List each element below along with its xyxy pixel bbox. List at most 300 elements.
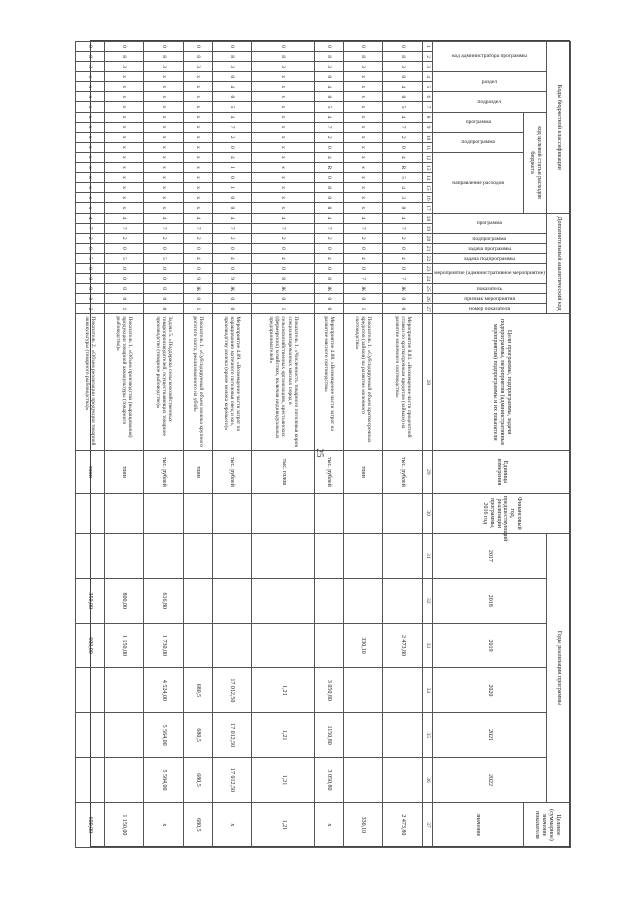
code-cell-text: х — [195, 186, 202, 189]
row-value-y2020 — [343, 668, 383, 713]
column-index — [423, 253, 433, 263]
row-value-y2020 — [144, 668, 184, 713]
code-cell — [144, 183, 184, 193]
code-cell-text: 4 — [280, 216, 287, 220]
code-cell — [144, 223, 184, 233]
row-value-y2022-text: 3 050,80 — [326, 769, 333, 791]
header-an-event-type — [433, 294, 547, 304]
column-index — [423, 304, 433, 314]
row-description-text: Показатель 2. «Объем реализации продукции товарной аквакультуры (товарного рыбоводства)» — [83, 316, 97, 446]
code-cell-text: 0 — [160, 297, 167, 301]
code-cell — [212, 82, 252, 92]
code-cell-text: 4 — [326, 257, 332, 260]
code-cell-text: х — [87, 206, 94, 210]
code-cell-text: х — [87, 135, 94, 139]
code-cell — [104, 102, 144, 112]
column-index — [423, 713, 433, 758]
code-cell — [383, 102, 423, 112]
table-row — [144, 42, 184, 848]
row-unit — [252, 451, 315, 494]
code-cell-text: х — [360, 206, 367, 210]
code-cell — [383, 253, 423, 263]
column-index-text: 4 — [424, 75, 431, 79]
code-cell-text: 5 — [160, 257, 167, 260]
code-cell — [212, 132, 252, 142]
code-cell-text: 5 — [87, 257, 94, 260]
code-cell — [343, 82, 383, 92]
code-cell-text: 2 — [360, 236, 367, 240]
header-an-program-text: программа — [476, 220, 503, 226]
code-cell-text: 0 — [121, 267, 128, 270]
code-cell-text: х — [360, 135, 367, 139]
code-cell-text: 0 — [326, 196, 332, 200]
code-cell-text: 7 — [326, 226, 332, 230]
row-value-y2020 — [76, 668, 104, 713]
code-cell — [212, 253, 252, 263]
header-an-event — [433, 263, 547, 283]
row-value-y2021 — [212, 713, 252, 758]
row-description-text: Показатель 1. «Численность товарного поголовья коров специализированных мясных пород в сельскохозяйственных организациях, крестьянских (фермерских) хозяйствах, включая индивидуальных предпринимателей» — [267, 316, 300, 447]
code-cell — [252, 102, 315, 112]
code-cell — [104, 173, 144, 183]
row-value-y2020 — [315, 668, 343, 713]
row-value-y2021 — [315, 713, 343, 758]
code-cell — [383, 122, 423, 132]
column-index — [423, 203, 433, 213]
code-cell-text: х — [121, 105, 128, 109]
code-cell — [343, 102, 383, 112]
column-index — [423, 122, 433, 132]
code-cell — [144, 62, 184, 72]
code-cell-text: 4 — [326, 216, 332, 220]
row-value-y2022 — [144, 758, 184, 803]
code-cell — [315, 112, 343, 122]
code-cell — [252, 193, 315, 203]
header-an-task-text: задача программы — [468, 245, 511, 252]
column-index — [423, 152, 433, 162]
code-cell — [383, 152, 423, 162]
row-value-y2019 — [383, 623, 423, 668]
code-cell-text: х — [280, 156, 287, 159]
row-value-y2022-text: 680,5 — [195, 773, 202, 787]
code-cell-text: х — [87, 105, 94, 109]
code-cell — [343, 162, 383, 172]
header-y2020 — [433, 668, 547, 713]
code-cell-text: 3 — [280, 65, 287, 69]
row-value-y2021-text: 5 564,00 — [161, 724, 168, 746]
code-cell-text: х — [195, 95, 202, 99]
code-cell — [184, 304, 212, 314]
row-value-target — [252, 802, 315, 847]
code-cell-text: х — [195, 115, 202, 119]
row-description — [104, 314, 144, 451]
code-cell — [104, 52, 144, 62]
code-cell — [315, 132, 343, 142]
code-cell-text: х — [160, 95, 167, 99]
code-cell — [184, 102, 212, 112]
row-value-y2022 — [343, 758, 383, 803]
row-value-y2017 — [144, 533, 184, 578]
code-cell — [252, 304, 315, 314]
code-cell-text: 0 — [160, 287, 167, 291]
column-index-text: 5 — [424, 85, 431, 89]
code-cell — [76, 42, 104, 52]
row-value-y2022 — [184, 758, 212, 803]
code-cell — [315, 92, 343, 102]
header-program — [433, 112, 524, 132]
code-cell — [315, 253, 343, 263]
row-value-y2018 — [104, 578, 144, 623]
row-value-y2022 — [383, 758, 423, 803]
code-cell — [343, 294, 383, 304]
code-cell-text: х — [121, 176, 128, 179]
header-an-sub-task-text: задача подпрограммы — [464, 255, 516, 262]
row-value-target-text: 330,10 — [360, 816, 367, 834]
code-cell — [343, 263, 383, 273]
code-cell-text: 4 — [326, 85, 332, 89]
code-cell — [144, 132, 184, 142]
column-index-text: 15 — [424, 185, 431, 191]
code-cell-text: х — [87, 156, 94, 159]
row-value-y2021 — [252, 713, 315, 758]
row-value-y2021-text: 1,21 — [280, 729, 287, 741]
code-cell — [212, 62, 252, 72]
column-index-text: 34 — [424, 687, 431, 694]
code-cell-text: 5 — [399, 105, 406, 109]
code-cell-text: 7 — [280, 226, 287, 230]
row-value-y2022-text: 1,21 — [280, 774, 287, 786]
code-cell-text: х — [195, 166, 202, 169]
row-description — [144, 314, 184, 451]
code-cell-text: 0 — [160, 277, 167, 280]
code-cell — [144, 274, 184, 284]
row-description — [252, 314, 315, 451]
code-cell-text: 7 — [87, 226, 94, 230]
header-y2019 — [433, 623, 547, 668]
code-cell — [144, 92, 184, 102]
row-value-y2018-text: 616,80 — [161, 592, 168, 609]
code-cell-text: х — [160, 196, 167, 200]
code-cell-text: 0 — [229, 176, 236, 179]
code-cell-text: х — [87, 75, 94, 79]
code-cell-text: 8 — [399, 55, 406, 58]
code-cell — [144, 243, 184, 253]
header-target-article — [523, 112, 546, 213]
code-cell — [184, 72, 212, 82]
code-cell — [104, 92, 144, 102]
code-cell — [315, 223, 343, 233]
code-cell — [212, 223, 252, 233]
row-description — [212, 314, 252, 451]
code-cell-text: х — [280, 176, 287, 179]
code-cell-text: 8 — [229, 55, 236, 58]
column-index — [423, 72, 433, 82]
row-value-y2019 — [184, 623, 212, 668]
column-index — [423, 274, 433, 284]
code-cell — [184, 253, 212, 263]
row-value-y2018 — [144, 578, 184, 623]
code-cell — [252, 284, 315, 294]
header-budget-codes — [547, 42, 571, 214]
row-value-y2018 — [252, 578, 315, 623]
code-cell-text: х — [160, 206, 167, 210]
header-value-word — [433, 802, 524, 847]
column-index — [423, 578, 433, 623]
code-cell-text: 2 — [399, 236, 406, 240]
code-cell — [212, 294, 252, 304]
code-cell — [104, 263, 144, 273]
code-cell — [383, 52, 423, 62]
code-cell-text: Ж — [280, 286, 287, 292]
code-cell-text: х — [121, 156, 128, 159]
row-value-y2018-text: 350,00 — [87, 592, 94, 609]
code-cell — [104, 243, 144, 253]
row-value-y2022 — [315, 758, 343, 803]
code-cell-text: 1 — [280, 307, 287, 311]
code-cell-text: 0 — [229, 75, 236, 79]
row-unit — [212, 451, 252, 494]
header-an-event-type-text: признак мероприятия — [464, 296, 515, 303]
row-value-y2019-text: 1 150,00 — [121, 635, 128, 656]
code-cell-text: 2 — [399, 135, 406, 139]
code-cell — [212, 263, 252, 273]
code-cell — [144, 102, 184, 112]
code-cell — [76, 253, 104, 263]
code-cell — [252, 132, 315, 142]
code-cell — [343, 42, 383, 52]
row-unit — [315, 451, 343, 494]
code-cell — [315, 162, 343, 172]
code-cell-text: 0 — [87, 287, 94, 291]
column-index — [423, 193, 433, 203]
code-cell — [383, 233, 423, 243]
code-cell-text: 8 — [121, 55, 128, 58]
code-cell-text: 4 — [399, 115, 406, 119]
code-cell-text: Ж — [399, 286, 406, 292]
column-index-text: 1 — [424, 45, 431, 48]
column-index — [423, 493, 433, 533]
code-cell-text: 0 — [121, 246, 128, 250]
column-index — [423, 112, 433, 122]
code-cell — [144, 284, 184, 294]
code-cell-text: х — [121, 95, 128, 99]
row-unit — [76, 451, 104, 494]
code-cell — [252, 243, 315, 253]
row-value-y2018 — [212, 578, 252, 623]
code-cell — [144, 173, 184, 183]
row-unit-text: тонн — [87, 465, 94, 478]
row-value-y2020 — [212, 668, 252, 713]
code-cell — [184, 223, 212, 233]
row-value-target — [315, 802, 343, 847]
column-index-text: 10 — [424, 134, 431, 141]
code-cell — [184, 52, 212, 62]
code-cell — [104, 152, 144, 162]
header-years-title-text: Годы реализации программы — [555, 630, 562, 705]
header-an-code-text: номер показателя — [469, 306, 511, 313]
code-cell — [315, 72, 343, 82]
code-cell-text: 8 — [360, 55, 367, 58]
column-index-text: 13 — [424, 164, 431, 171]
code-cell-text: х — [121, 186, 128, 189]
code-cell-text: 0 — [121, 297, 128, 301]
row-value-y2017 — [315, 533, 343, 578]
code-cell-text: х — [195, 196, 202, 200]
header-subsection — [433, 92, 547, 112]
row-value-y2019 — [343, 623, 383, 668]
header-an-indicator — [433, 284, 547, 294]
code-cell — [144, 152, 184, 162]
code-cell-text: 4 — [195, 257, 202, 260]
column-index — [423, 102, 433, 112]
code-cell — [76, 263, 104, 273]
code-cell-text: х — [160, 75, 167, 79]
code-cell-text: х — [87, 196, 94, 200]
column-index — [423, 213, 433, 223]
header-fin-year — [433, 493, 571, 542]
column-index — [423, 42, 433, 52]
header-y2021-text: 2021 — [487, 729, 494, 742]
code-cell — [383, 42, 423, 52]
column-index-text: 11 — [424, 144, 431, 151]
code-cell — [184, 243, 212, 253]
code-cell — [383, 173, 423, 183]
code-cell-text: 4 — [121, 216, 128, 220]
code-cell — [212, 243, 252, 253]
column-index-text: 31 — [424, 553, 431, 559]
code-cell — [104, 183, 144, 193]
header-y2017-text: 2017 — [487, 549, 494, 562]
code-cell — [315, 193, 343, 203]
code-cell — [315, 122, 343, 132]
code-cell-text: х — [360, 145, 367, 149]
page-number: 25 — [315, 448, 325, 458]
code-cell — [315, 263, 343, 273]
column-index-text: 17 — [424, 205, 431, 211]
row-unit-text: тонн — [121, 465, 128, 478]
code-cell-text: 0 — [399, 145, 406, 149]
code-cell — [343, 52, 383, 62]
code-cell — [144, 213, 184, 223]
header-value-word-text: значение — [475, 813, 482, 837]
code-cell-text: 0 — [160, 267, 167, 270]
row-unit-text: тыс. рублей — [229, 456, 236, 487]
code-cell-text: 7 — [399, 226, 406, 230]
column-index-text: 35 — [424, 732, 431, 738]
row-value-y2017 — [343, 533, 383, 578]
column-index — [423, 533, 433, 578]
code-cell-text: 0 — [280, 246, 287, 250]
code-cell-text: 0 — [280, 267, 287, 270]
code-cell-text: 3 — [229, 65, 236, 69]
code-cell — [76, 112, 104, 122]
code-cell-text: 4 — [160, 216, 167, 220]
row-unit-text: тыс. рублей — [400, 456, 407, 487]
column-index-text: 12 — [424, 154, 431, 161]
code-cell-text: 2 — [121, 236, 128, 240]
column-index-text: 25 — [424, 286, 431, 292]
code-cell-text: 3 — [121, 65, 128, 69]
code-cell — [76, 223, 104, 233]
code-cell — [383, 284, 423, 294]
code-cell-text: 7 — [229, 125, 236, 129]
code-cell-text: 1 — [229, 166, 236, 169]
code-cell — [76, 52, 104, 62]
code-cell-text: 0 — [280, 297, 287, 301]
code-cell — [383, 92, 423, 102]
code-cell-text: 0 — [229, 196, 236, 200]
code-cell-text: 2 — [326, 135, 332, 139]
row-value-y2020-text: 680,5 — [195, 683, 202, 698]
code-cell-text: 4 — [399, 216, 406, 220]
code-cell-text: 0 — [326, 307, 332, 311]
header-an-code — [433, 304, 547, 314]
row-value-y2018-text: 800,00 — [121, 592, 128, 609]
header-admin-code-text: код администратора программы — [452, 53, 528, 60]
code-cell — [252, 173, 315, 183]
code-cell — [104, 203, 144, 213]
code-cell-text: 0 — [399, 206, 406, 210]
row-value-target-text: 2 473,80 — [400, 814, 407, 836]
row-value-y2021-text: 680,5 — [195, 728, 202, 742]
column-index-text: 33 — [424, 642, 431, 649]
code-cell-text: х — [121, 196, 128, 200]
code-cell-text: 7 — [195, 226, 202, 230]
code-cell — [212, 162, 252, 172]
code-cell — [212, 233, 252, 243]
code-cell-text: 3 — [399, 196, 406, 200]
row-value-y2019 — [252, 623, 315, 668]
code-cell — [76, 102, 104, 112]
code-cell — [343, 173, 383, 183]
code-cell — [104, 193, 144, 203]
row-value-target — [184, 802, 212, 847]
code-cell-text: Ж — [326, 286, 332, 292]
column-index — [423, 284, 433, 294]
row-value-y2022-text: 17 012,50 — [229, 767, 236, 792]
code-cell — [104, 62, 144, 72]
table-row — [315, 42, 343, 848]
code-cell-text: 0 — [399, 95, 406, 99]
code-cell — [104, 82, 144, 92]
column-index — [423, 132, 433, 142]
code-cell — [252, 223, 315, 233]
table-row — [184, 42, 212, 848]
column-index-text: 3 — [424, 65, 431, 69]
code-cell-text: 0 — [326, 95, 332, 99]
code-cell — [343, 253, 383, 263]
code-cell — [252, 72, 315, 82]
code-cell-text: 0 — [195, 45, 202, 48]
column-index — [423, 758, 433, 803]
row-value-target-text: 1 150,00 — [121, 814, 128, 836]
code-cell — [343, 112, 383, 122]
code-cell-text: 4 — [399, 85, 406, 89]
code-cell — [252, 42, 315, 52]
code-cell — [315, 183, 343, 193]
code-cell — [104, 253, 144, 263]
code-cell-text: 5 — [229, 105, 236, 109]
row-value-y2018 — [315, 578, 343, 623]
row-value-target — [212, 802, 252, 847]
code-cell-text: 3 — [195, 65, 202, 69]
code-cell — [252, 233, 315, 243]
code-cell-text: 8 — [280, 55, 287, 58]
header-extra-analytics-text: Дополнительный аналитический код — [555, 216, 562, 311]
header-unit-text: Единица измерения — [495, 458, 509, 486]
code-cell — [212, 42, 252, 52]
code-cell — [104, 233, 144, 243]
